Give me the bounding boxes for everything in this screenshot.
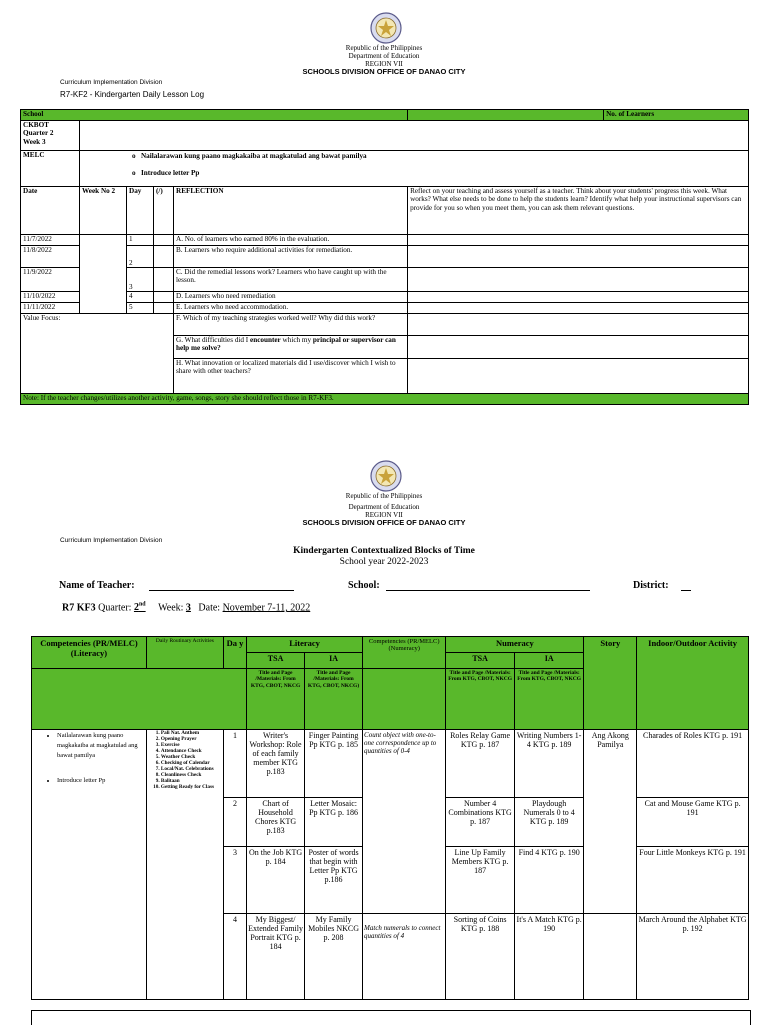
reflection-g: G. What difficulties did I encounter which my principal or supervisor can help me solve? [174, 336, 408, 359]
lit-comp-item: • Introduce letter Pp [57, 776, 145, 786]
day-cell: 5 [127, 303, 154, 314]
week-info: CKBOT Quarter 2 Week 3 [21, 121, 80, 151]
day-cell: 3 [127, 268, 154, 292]
week-info-blank [80, 121, 749, 151]
routine-item: 10. Getting Ready for Class [161, 785, 222, 791]
division-text: SCHOOLS DIVISION OFFICE OF DANAO CITY [302, 67, 466, 77]
lit-tsa-cell: Writer's Workshop: Role of each family member KTG p.183 [247, 730, 305, 798]
routine-item: 2. Opening Prayer [161, 737, 222, 743]
num-tsa-cell: Number 4 Combinations KTG p. 187 [446, 798, 515, 847]
answer-cell[interactable] [408, 314, 749, 336]
reflection-e: E. Learners who need accommodation. [174, 303, 408, 314]
check-cell[interactable] [154, 268, 174, 292]
date-value: November 7-11, 2022 [222, 602, 311, 614]
routine-item: 4. Attendance Check [161, 749, 222, 755]
day-number: 1 [223, 730, 246, 798]
routines-cell [146, 730, 223, 1000]
routine-item: 9. Balitaan [161, 779, 222, 785]
num-ia-cell: Writing Numbers 1-4 KTG p. 189 [514, 730, 584, 798]
day-number: 2 [223, 798, 246, 847]
routine-item: 1. Pali Nat. Anthem [161, 731, 222, 737]
lit-ia-cell: Poster of words that begin with Letter Pp KTG p.186 [305, 847, 363, 914]
lit-tsa-cell: On the Job KTG p. 184 [247, 847, 305, 914]
region-text: REGION VII [365, 511, 403, 520]
routinary-header: Daily Routinary Activities [146, 637, 223, 669]
date-cell: 11/7/2022 [21, 235, 80, 246]
date-header: Date [21, 187, 80, 235]
check-cell[interactable] [154, 246, 174, 268]
note-row: Note: If the teacher changes/utilizes another activity, game, songs, story she should reflect those in R7-KF3. [21, 394, 749, 405]
day-number: 4 [223, 914, 246, 1000]
department-text: Department of Education [348, 503, 420, 512]
competencies-header: Competencies (PR/MELC) (Literacy) [32, 637, 147, 669]
value-focus-label: Value Focus: [21, 314, 174, 394]
num-ia-cell: It's A Match KTG p. 190 [514, 914, 584, 1000]
num-ia-sub: Title and Page /Materials: From KTG, CBOT, NKCG [514, 669, 584, 730]
num-ia-header: IA [514, 653, 584, 669]
lit-ia-cell: Finger Painting Pp KTG p. 185 [305, 730, 363, 798]
reflection-b: B. Learners who require additional activities for remediation. [174, 246, 408, 268]
school-blank [408, 110, 604, 121]
num-competency-1: Count object with one-to-one correspondence up to quantities of 0-4 [363, 730, 446, 914]
answer-cell[interactable] [408, 246, 749, 268]
department-text: Department of Education [348, 52, 420, 61]
check-cell[interactable] [154, 292, 174, 303]
num-ia-cell: Playdough Numerals 0 to 4 KTG p. 189 [514, 798, 584, 847]
district-field[interactable] [681, 590, 691, 591]
answer-cell[interactable] [408, 303, 749, 314]
district-label: District: [633, 580, 669, 591]
date-cell: 11/9/2022 [21, 268, 80, 292]
day-cell: 2 [127, 246, 154, 268]
indoor-cell: Cat and Mouse Game KTG p. 191 [637, 798, 749, 847]
num-tsa-cell: Roles Relay Game KTG p. 187 [446, 730, 515, 798]
lit-tsa-sub: Title and Page /Materials: From KTG, CBOT, NKCG [247, 669, 305, 730]
day-header: Da y [223, 637, 246, 669]
numeracy-header: Numeracy [446, 637, 584, 653]
lit-tsa-cell: My Biggest/ Extended Family Portrait KTG p. 184 [247, 914, 305, 1000]
day-number: 3 [223, 847, 246, 914]
answer-cell[interactable] [408, 336, 749, 359]
num-tsa-header: TSA [446, 653, 515, 669]
school-label: School [21, 110, 408, 121]
story-cell: Ang Akong Pamilya [584, 730, 637, 914]
day-cell: 1 [127, 235, 154, 246]
week-header: Week No 2 [80, 187, 127, 235]
indoor-cell: March Around the Alphabet KTG p. 192 [637, 914, 749, 1000]
teacher-label: Name of Teacher: [59, 580, 135, 591]
reflection-c: C. Did the remedial lessons work? Learners who have caught up with the lesson. [174, 268, 408, 292]
lit-comp-item: • Nailalarawan kung paano magkakaiba at magkatulad ang bawat pamilya [57, 731, 145, 760]
week-value: 3 [185, 602, 191, 614]
routine-item: 3. Exercise [161, 743, 222, 749]
melc-label: MELC [21, 151, 80, 187]
num-competency-2: Match numerals to connect quantities of 4 [363, 914, 446, 1000]
competencies-numeracy-header: Competencies (PR/MELC) (Numeracy) [363, 637, 446, 669]
learners-label: No. of Learners [604, 110, 749, 121]
quarter-value: 2 [133, 602, 139, 614]
routine-item: 8. Cleanliness Check [161, 773, 222, 779]
literacy-competencies [32, 730, 147, 1000]
division-text: SCHOOLS DIVISION OFFICE OF DANAO CITY [302, 518, 466, 528]
form-meta: R7 KF3 Quarter: 2nd Week: 3 Date: November 7-11, 2022 [62, 602, 311, 614]
form-code: R7 KF3 [62, 602, 96, 614]
lit-ia-cell: My Family Mobiles NKCG p. 208 [305, 914, 363, 1000]
school-year: School year 2022-2023 [339, 557, 429, 567]
region-text: REGION VII [365, 60, 403, 69]
num-ia-cell: Find 4 KTG p. 190 [514, 847, 584, 914]
reflection-f: F. Which of my teaching strategies worked well? Why did this work? [174, 314, 408, 336]
reflection-a: A. No. of learners who earned 80% in the evaluation. [174, 235, 408, 246]
page2-header [0, 492, 768, 528]
form-title: R7-KF2 - Kindergarten Daily Lesson Log [60, 90, 205, 99]
date-cell: 11/10/2022 [21, 292, 80, 303]
literacy-header: Literacy [247, 637, 363, 653]
date-cell: 11/11/2022 [21, 303, 80, 314]
story-cell-empty [584, 914, 637, 1000]
indoor-cell: Charades of Roles KTG p. 191 [637, 730, 749, 798]
lit-tsa-header: TSA [247, 653, 305, 669]
subheader-blank [32, 669, 247, 730]
week-no-cell [80, 235, 127, 314]
teacher-field[interactable] [149, 590, 294, 591]
reflect-prompt: Reflect on your teaching and assess yourself as a teacher. Think about your students' progress this week. What works? What else needs to be done to help the students learn? Identify what help your instructional supervisors can provide for you so when you meet them, you can ask them relevant questions. [408, 187, 749, 235]
school-label-2: School: [348, 580, 380, 591]
deped-seal-icon [370, 460, 402, 492]
deped-seal-icon [370, 12, 402, 44]
lit-ia-header: IA [305, 653, 363, 669]
day-cell: 4 [127, 292, 154, 303]
blocks-title: Kindergarten Contextualized Blocks of Time [293, 546, 475, 556]
check-cell[interactable] [154, 235, 174, 246]
reflection-header: REFLECTION [174, 187, 408, 235]
answer-cell[interactable] [408, 235, 749, 246]
check-header: (/) [154, 187, 174, 235]
day-header: Day [127, 187, 154, 235]
lit-tsa-cell: Chart of Household Chores KTG p.183 [247, 798, 305, 847]
num-comp-sub [363, 669, 446, 730]
melc-items: o Nailalarawan kung paano magkakaiba at magkatulad ang bawat pamilya o Introduce letter Pp [80, 151, 749, 187]
lit-ia-sub: Title and Page /Materials: From KTG, CBOT, NKCG) [305, 669, 363, 730]
daily-lesson-log-table [20, 109, 749, 405]
cid-label: Curriculum Implementation Division [60, 537, 163, 544]
num-tsa-cell: Sorting of Coins KTG p. 188 [446, 914, 515, 1000]
reflection-d: D. Learners who need remediation [174, 292, 408, 303]
check-cell[interactable] [154, 303, 174, 314]
reflection-h: H. What innovation or localized materials did I use/discover which I wish to share with other teachers? [174, 359, 408, 394]
republic-text: Republic of the Philippines [345, 492, 423, 500]
page1-header [0, 44, 768, 77]
indoor-header: Indoor/Outdoor Activity [637, 637, 749, 730]
cid-label: Curriculum Implementation Division [60, 79, 163, 86]
routine-item: 6. Checking of Calendar [161, 761, 222, 767]
republic-text: Republic of the Philippines [345, 44, 423, 52]
next-table-edge [31, 1010, 751, 1025]
blocks-of-time-table [31, 636, 749, 1000]
date-cell: 11/8/2022 [21, 246, 80, 268]
num-tsa-sub: Title and Page /Materials: From KTG, CBOT, NKCG [446, 669, 515, 730]
answer-cell[interactable] [408, 292, 749, 303]
num-tsa-cell: Line Up Family Members KTG p. 187 [446, 847, 515, 914]
routine-item: 5. Weather Check [161, 755, 222, 761]
answer-cell[interactable] [408, 359, 749, 394]
school-field[interactable] [386, 590, 590, 591]
answer-cell[interactable] [408, 268, 749, 292]
lit-ia-cell: Letter Mosaic: Pp KTG p. 186 [305, 798, 363, 847]
routine-item: 7. Local/Nat. Celebrations [161, 767, 222, 773]
indoor-cell: Four Little Monkeys KTG p. 191 [637, 847, 749, 914]
story-header: Story [584, 637, 637, 730]
